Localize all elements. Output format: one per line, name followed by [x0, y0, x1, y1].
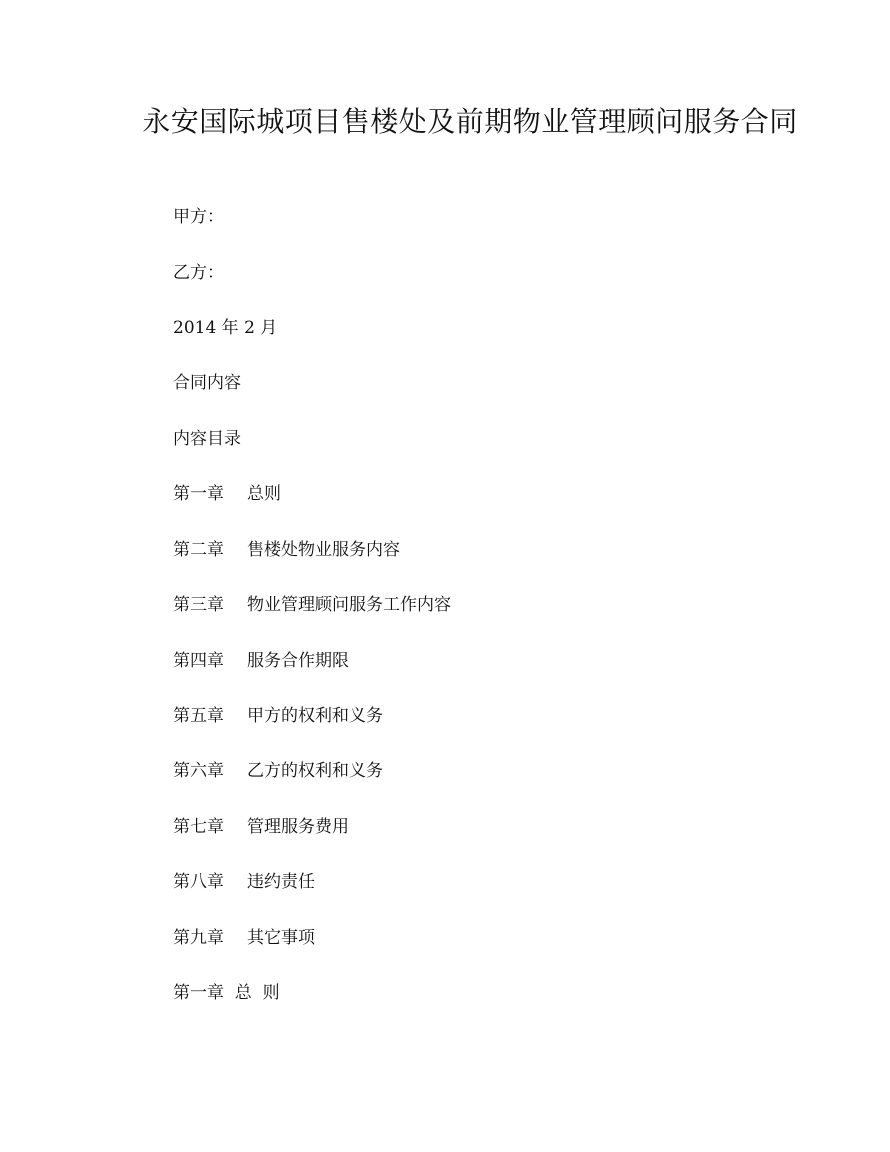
toc-item	[173, 594, 451, 616]
toc-item-title: 甲方的权利和义务	[247, 706, 383, 726]
document-title: 永安国际城项目售楼处及前期物业管理顾问服务合同	[142, 105, 798, 138]
toc-item	[173, 871, 315, 893]
toc-item-title: 管理服务费用	[247, 817, 349, 837]
toc-item-title: 违约责任	[247, 872, 315, 892]
toc-item-number: 第五章	[173, 706, 224, 726]
toc-item-title: 乙方的权利和义务	[247, 761, 383, 781]
toc-item	[173, 539, 400, 561]
toc-item-title: 其它事项	[247, 928, 315, 948]
toc-item-number: 第一章	[173, 484, 224, 504]
toc-item-title: 服务合作期限	[247, 651, 349, 671]
toc-item-number: 第六章	[173, 761, 224, 781]
toc-item-number: 第二章	[173, 540, 224, 560]
toc-item	[173, 816, 349, 838]
toc-item	[173, 483, 281, 505]
party-a-label: 甲方：	[173, 207, 224, 227]
toc-item-number: 第八章	[173, 872, 224, 892]
toc-item-number: 第九章	[173, 928, 224, 948]
chapter-1-heading: 第一章 总 则	[173, 983, 280, 1003]
toc-item	[173, 650, 349, 672]
toc-item-number: 第四章	[173, 651, 224, 671]
toc-item	[173, 760, 383, 782]
contract-content-heading: 合同内容	[173, 373, 241, 393]
contract-date: 2014 年 2 月	[173, 318, 278, 338]
party-b-label: 乙方：	[173, 263, 224, 283]
toc-heading: 内容目录	[173, 429, 241, 449]
toc-item-title: 售楼处物业服务内容	[247, 540, 400, 560]
toc-item	[173, 927, 315, 949]
toc-item-number: 第三章	[173, 595, 224, 615]
toc-item-number: 第七章	[173, 817, 224, 837]
toc-item-title: 物业管理顾问服务工作内容	[247, 595, 451, 615]
toc-item	[173, 705, 383, 727]
toc-item-title: 总则	[247, 484, 281, 504]
